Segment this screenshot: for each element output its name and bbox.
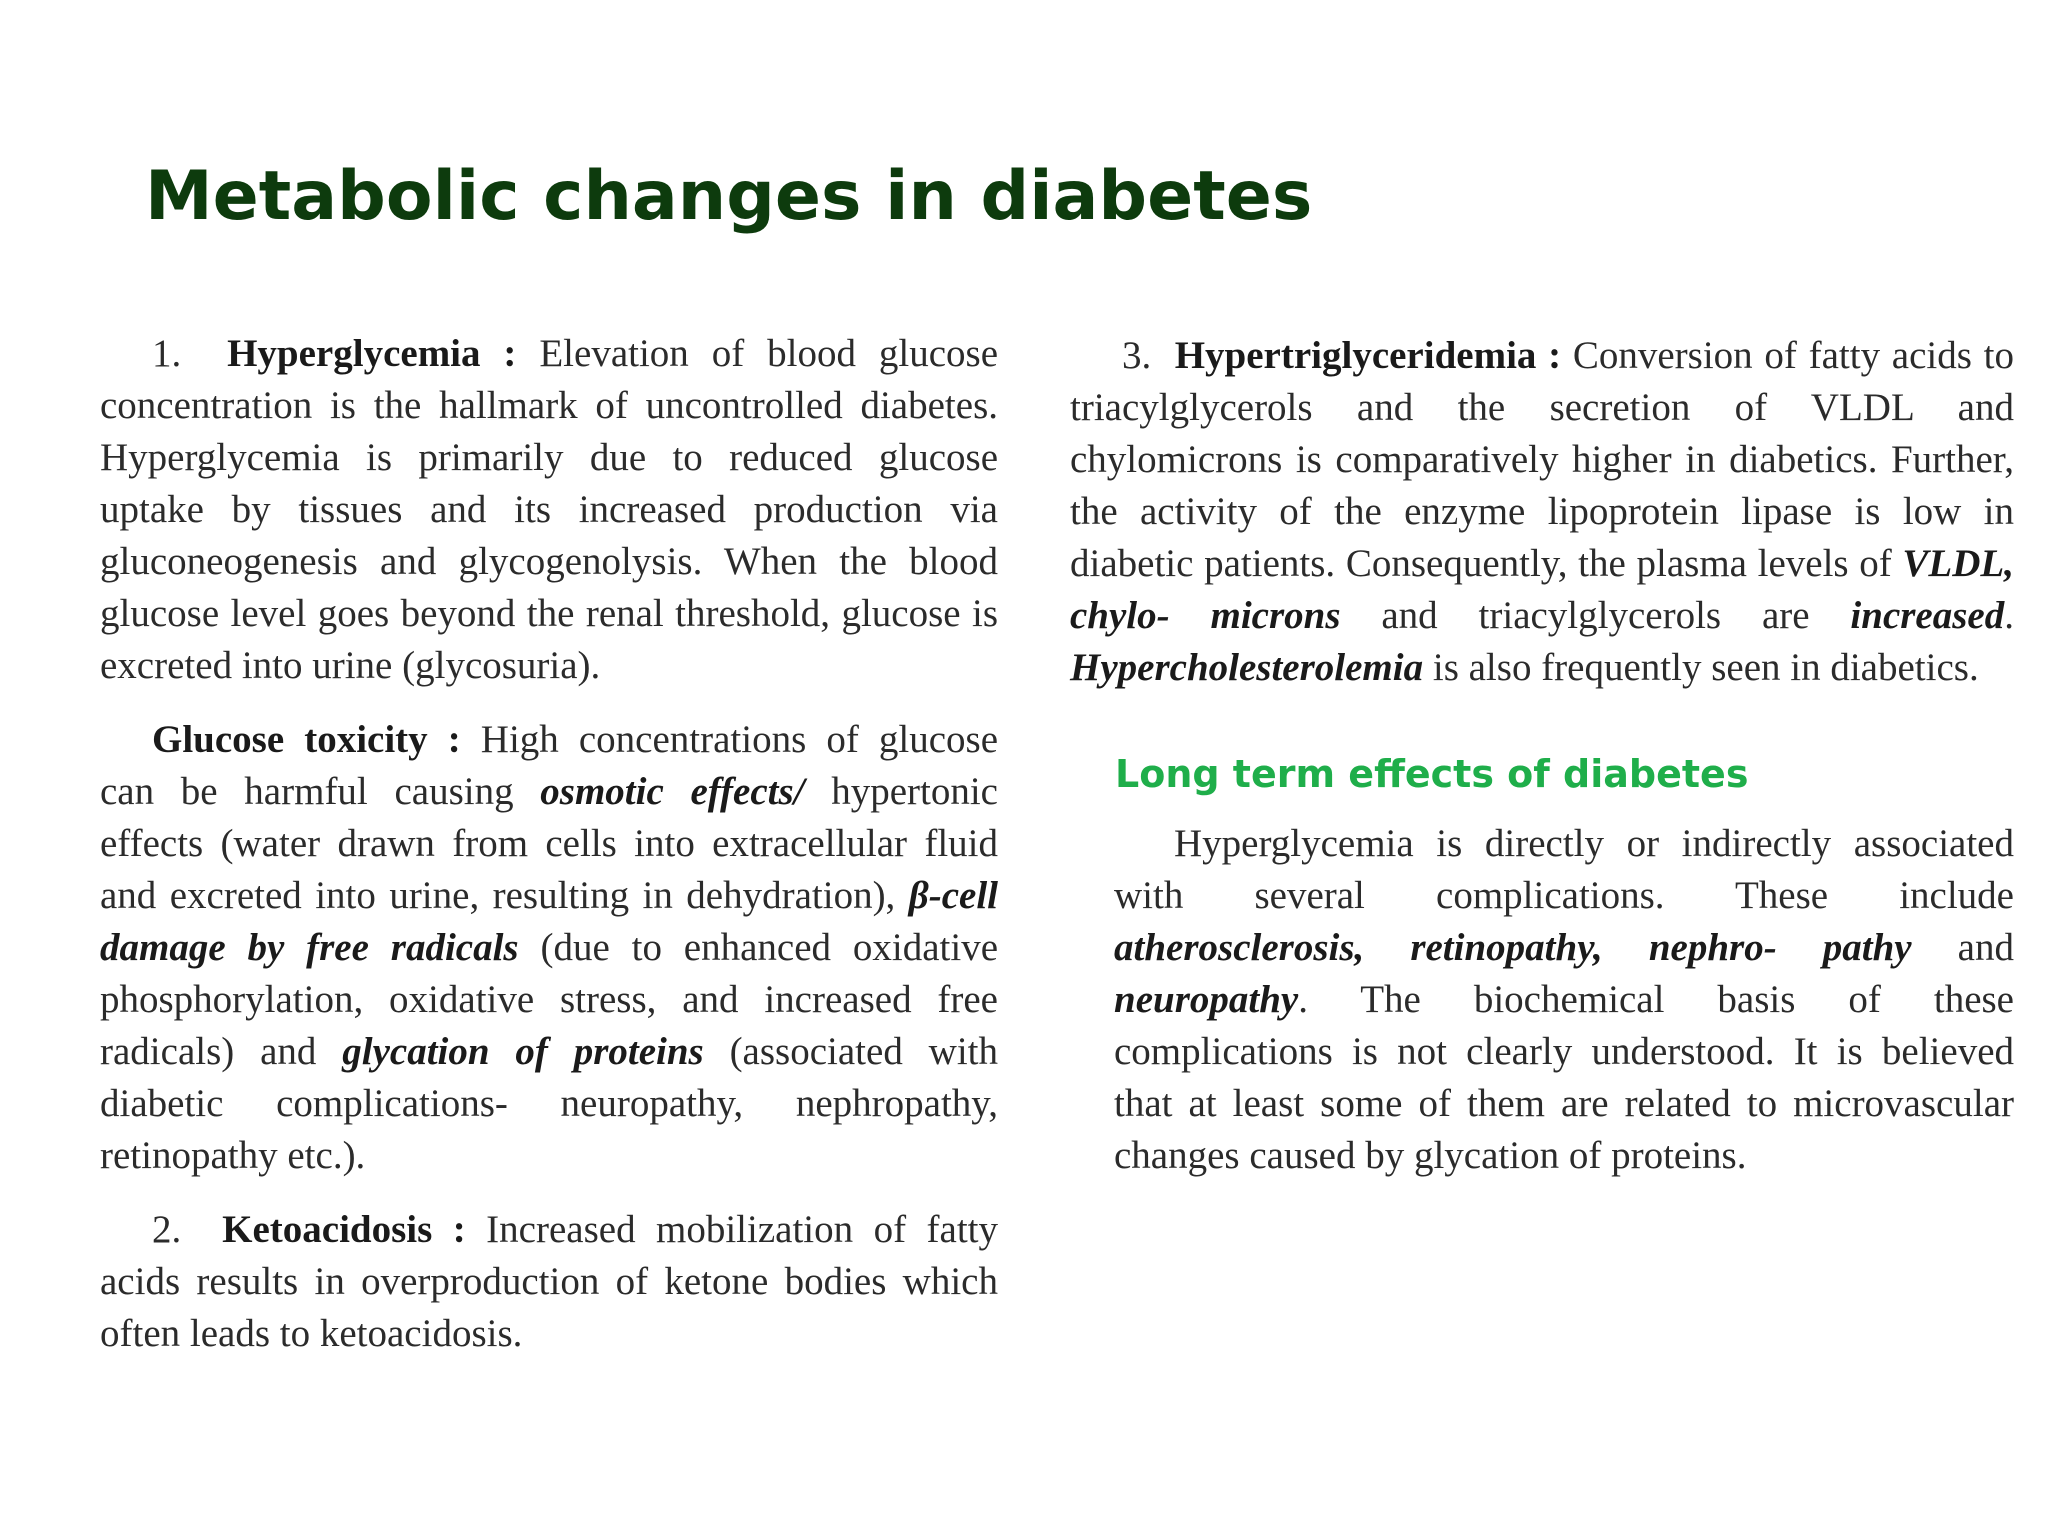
hypertriglyceridemia-term: Hypertriglyceridemia : [1174, 334, 1562, 377]
neuropathy-emphasis: neuropathy [1114, 977, 1299, 1021]
increased-emphasis: increased [1850, 594, 2005, 637]
osmotic-effects-emphasis: osmotic effects/ [540, 770, 805, 813]
beta-cell-damage-emphasis: β-cell damage by free radicals [100, 874, 998, 969]
complications-emphasis: atherosclerosis, retinopathy, nephro- pathy [1114, 925, 1912, 969]
ketoacidosis-paragraph [100, 1204, 998, 1360]
ketoacidosis-text: Increased mobilization of fatty acids results in overproduction of ketone bodies which often leads to ketoacidosis. [100, 1208, 998, 1355]
hyperglycemia-paragraph [100, 328, 998, 692]
hypercholesterolemia-emphasis: Hypercholesterolemia [1070, 646, 1424, 689]
hypertriglyceridemia-paragraph [1070, 330, 2014, 694]
right-column [1070, 330, 2014, 1198]
slide-title: Metabolic changes in diabetes [145, 157, 1313, 236]
hypertriglyceridemia-text-2: and triacylglycerols are [1340, 594, 1851, 637]
long-term-effects-paragraph [1114, 818, 2014, 1182]
hypertriglyceridemia-text-1: Conversion of fatty acids to triacylglycerols and the secretion of VLDL and chylomicrons is comparatively higher in diabetics. Further, the activity of the enzyme lipoprotein lipase is low in diabetic patients. Consequently, the plasma levels of [1070, 334, 2014, 585]
long-term-text-3: . The biochemical basis of these complications is not clearly understood. It is believed that at least some of them are related to microvascular changes caused by glycation of proteins. [1114, 977, 2014, 1177]
ketoacidosis-term: Ketoacidosis : [222, 1208, 466, 1251]
long-term-text-1: Hyperglycemia is directly or indirectly associated with several complications. These include [1114, 821, 2014, 917]
glucose-toxicity-text-2: hypertonic effects (water drawn from cells into extracellular fluid and excreted into urine, resulting in dehydration), [100, 770, 998, 917]
glucose-toxicity-term: Glucose toxicity : [152, 718, 461, 761]
hyperglycemia-text: Elevation of blood glucose concentration is the hallmark of uncontrolled diabetes. Hyperglycemia is primarily due to reduced glucose uptake by tissues and its increased production via gluconeogenesis and glycogenolysis. When the blood glucose level goes beyond the renal threshold, glucose is excreted into urine (glycosuria). [100, 332, 999, 687]
glucose-toxicity-text-1: High concentrations of glucose can be harmful causing [100, 718, 999, 813]
item-number: 1. [152, 332, 182, 375]
long-term-effects-heading: Long term effects of diabetes [1115, 752, 1749, 796]
hypertriglyceridemia-text-4: is also frequently seen in diabetics. [1423, 646, 1979, 689]
item-number: 3. [1122, 334, 1152, 377]
left-column [100, 328, 998, 1376]
vldl-chylomicrons-emphasis: VLDL, chylo- microns [1070, 542, 2014, 637]
item-number: 2. [152, 1208, 182, 1251]
hyperglycemia-term: Hyperglycemia : [227, 332, 517, 375]
hypertriglyceridemia-text-3: . [2004, 594, 2014, 637]
glycation-emphasis: glycation of proteins [342, 1030, 704, 1073]
glucose-toxicity-paragraph [100, 714, 998, 1182]
glucose-toxicity-text-4: (associated with diabetic complications- neuropathy, nephropathy, retinopathy etc.). [100, 1030, 998, 1177]
glucose-toxicity-text-3: (due to enhanced oxidative phosphorylation, oxidative stress, and increased free radicals) and [100, 926, 999, 1073]
long-term-text-2: and [1911, 925, 2014, 969]
